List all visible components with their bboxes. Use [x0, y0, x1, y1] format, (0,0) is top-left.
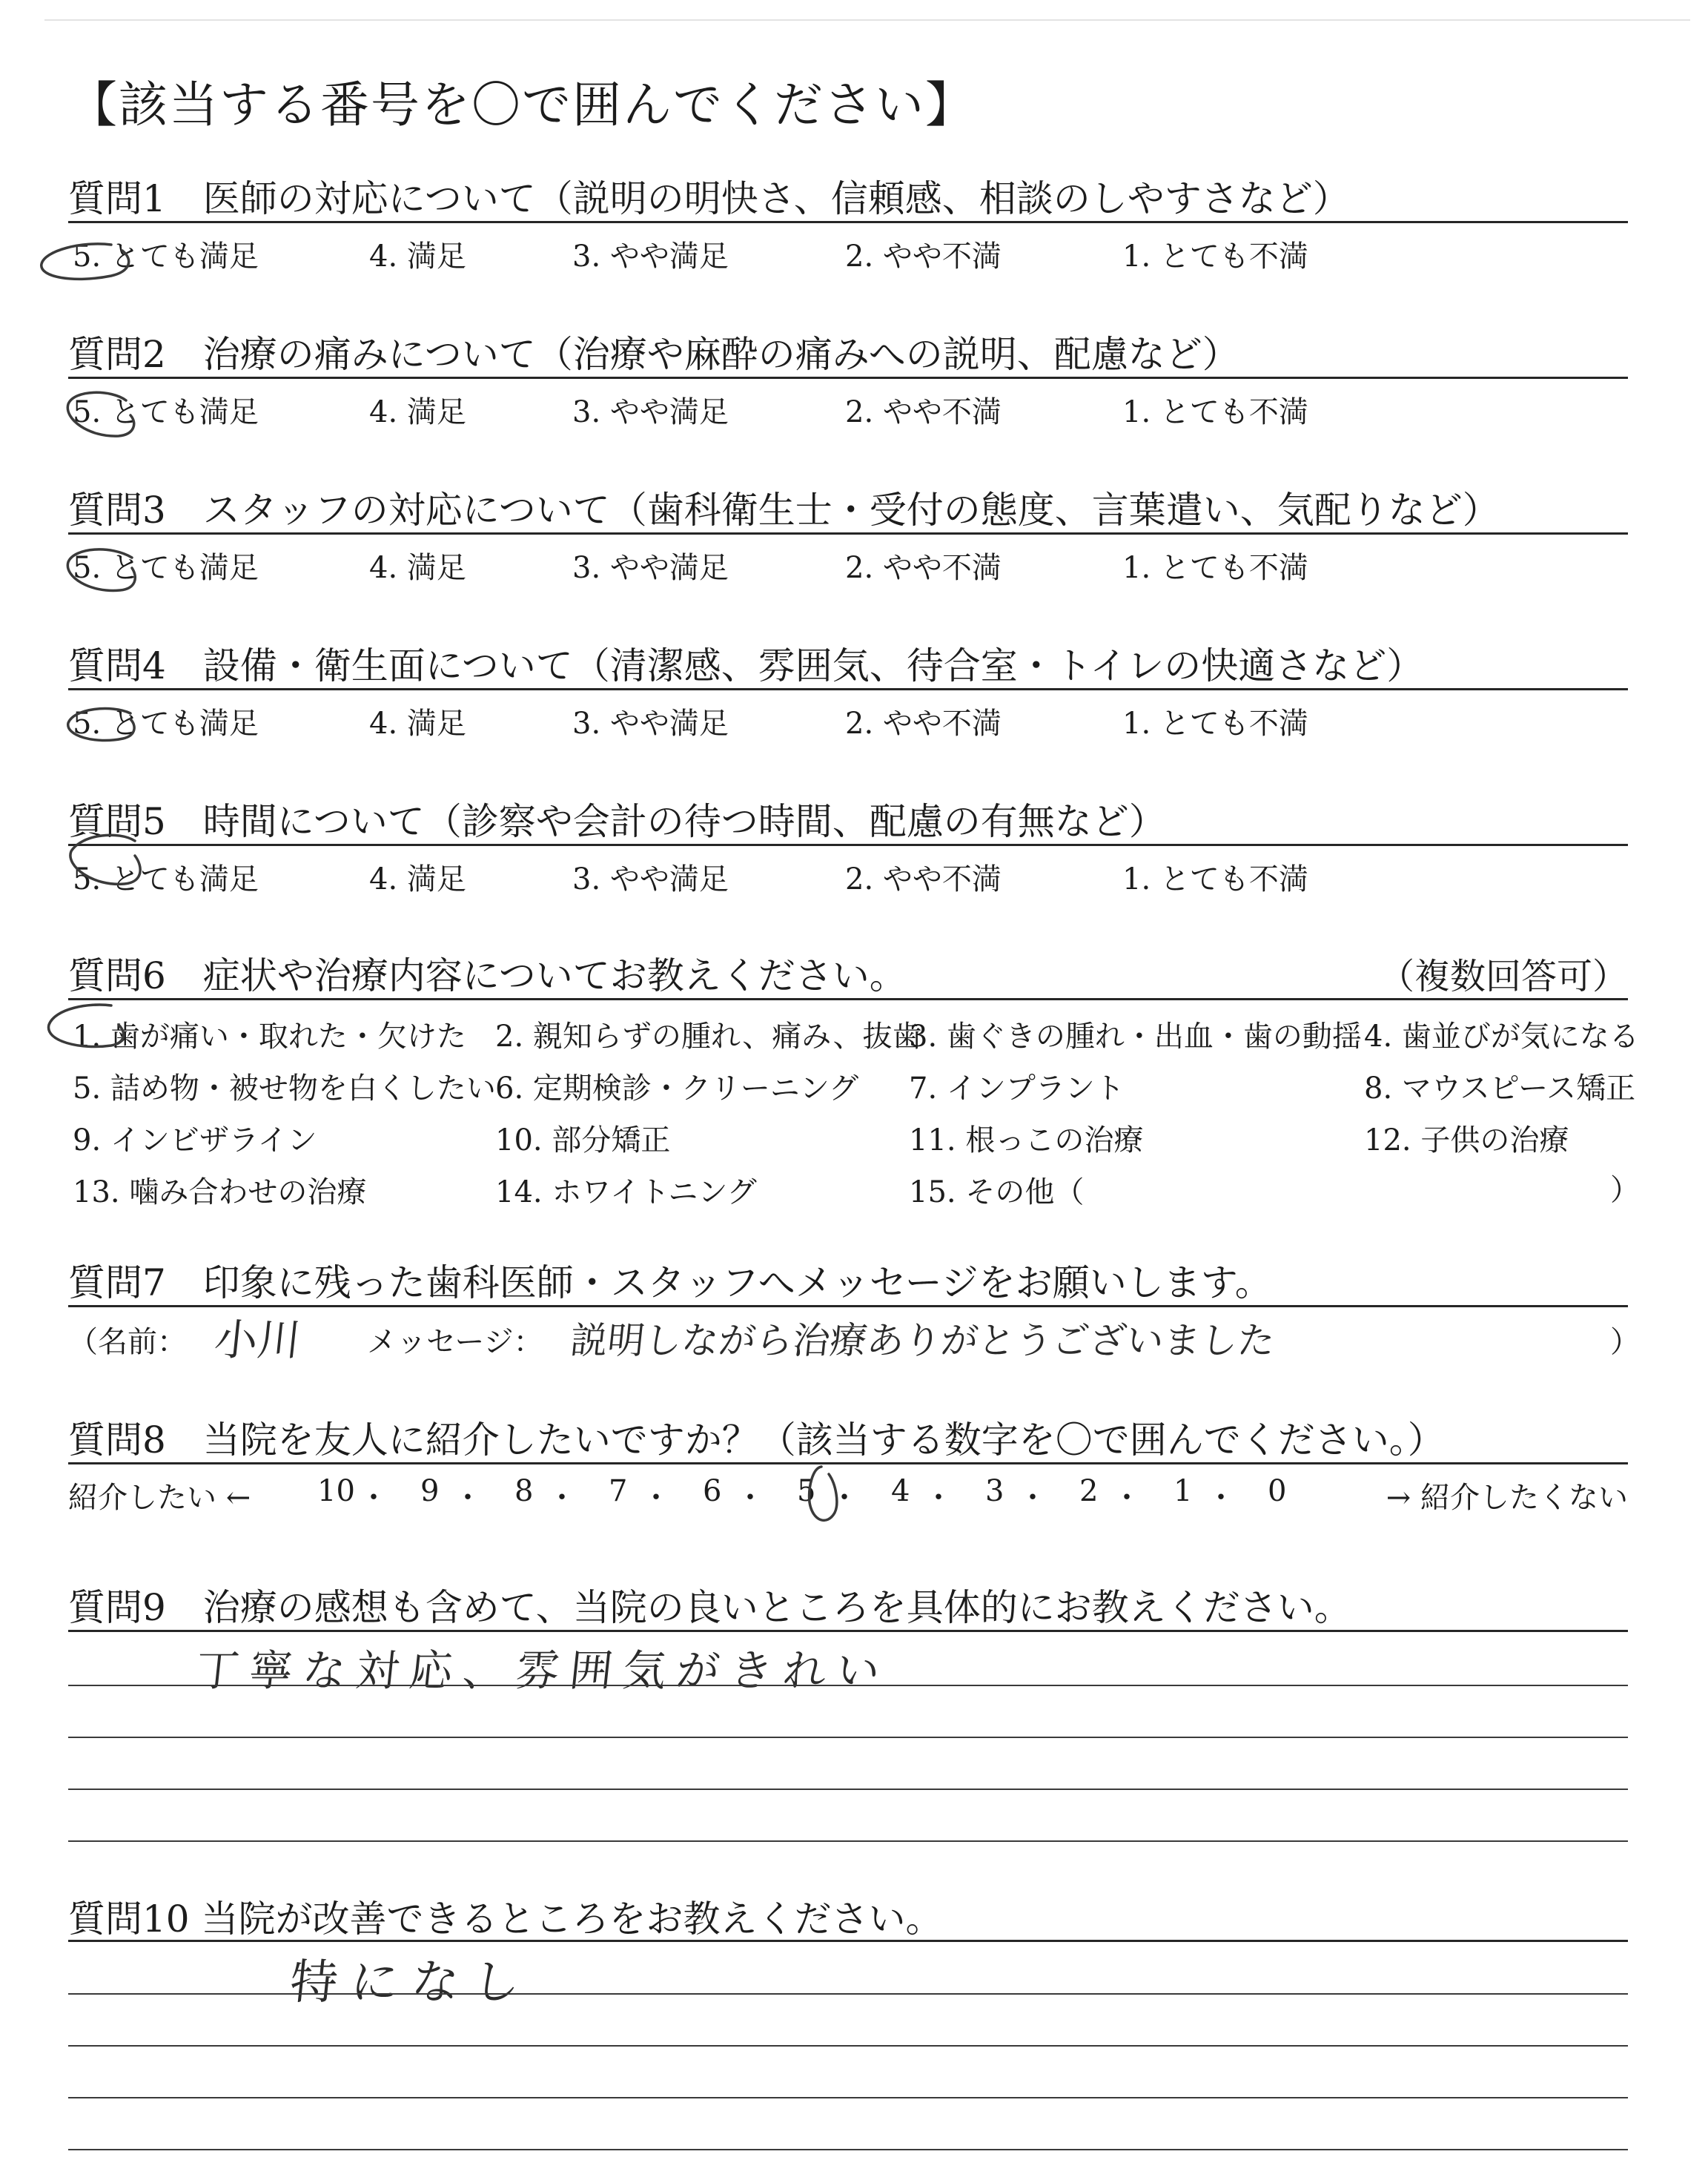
- q1-option-3[interactable]: 3. やや満足: [572, 240, 729, 274]
- symptom-option-1[interactable]: 1. 歯が痛い・取れた・欠けた: [73, 1020, 466, 1054]
- question-4-rule: [68, 688, 1628, 690]
- symptom-option-14[interactable]: 14. ホワイトニング: [495, 1175, 757, 1209]
- question-10-rule: [68, 1940, 1628, 1942]
- scale-separator: ・: [1206, 1481, 1236, 1515]
- answer-line: [68, 2097, 1628, 2098]
- answer-line: [68, 2045, 1628, 2047]
- scale-value-9[interactable]: 9: [420, 1474, 440, 1508]
- q5-option-1[interactable]: 1. とても不満: [1122, 862, 1308, 896]
- question-9-title: 質問9 治療の感想も含めて、当院の良いところを具体的にお教えください。: [68, 1586, 1351, 1629]
- question-5-rule: [68, 844, 1628, 846]
- scale-value-0[interactable]: 0: [1268, 1474, 1287, 1508]
- message-label: メッセージ：: [367, 1325, 543, 1359]
- question-3-title: 質問3 スタッフの対応について（歯科衛生士・受付の態度、言葉遣い、気配りなど）: [68, 489, 1500, 532]
- question-2-title: 質問2 治療の痛みについて（治療や麻酔の痛みへの説明、配慮など）: [68, 333, 1239, 376]
- symptom-option-10[interactable]: 10. 部分矯正: [495, 1123, 671, 1157]
- name-label: （名前：: [68, 1325, 187, 1359]
- q5-option-3[interactable]: 3. やや満足: [572, 862, 729, 896]
- q2-option-3[interactable]: 3. やや満足: [572, 395, 729, 429]
- q2-option-2[interactable]: 2. やや不満: [845, 395, 1002, 429]
- scale-separator: ・: [359, 1481, 388, 1515]
- answer-line: [68, 1840, 1628, 1842]
- q1-option-1[interactable]: 1. とても不満: [1122, 240, 1308, 274]
- scale-separator: ・: [924, 1481, 953, 1515]
- scale-value-5[interactable]: 5: [797, 1474, 816, 1508]
- q4-option-3[interactable]: 3. やや満足: [572, 707, 729, 741]
- symptom-option-5[interactable]: 5. 詰め物・被せ物を白くしたい: [73, 1071, 496, 1106]
- question-8-title: 質問8 当院を友人に紹介したいですか？（該当する数字を〇で囲んでください。）: [68, 1418, 1445, 1462]
- symptom-option-4[interactable]: 4. 歯並びが気になる: [1364, 1020, 1639, 1054]
- q2-option-5[interactable]: 5. とても満足: [73, 395, 259, 429]
- symptom-option-12[interactable]: 12. 子供の治療: [1364, 1123, 1569, 1157]
- q3-option-3[interactable]: 3. やや満足: [572, 551, 729, 585]
- scale-separator: ・: [1112, 1481, 1142, 1515]
- name-value[interactable]: 小川: [211, 1315, 304, 1365]
- q1-option-2[interactable]: 2. やや不満: [845, 240, 1002, 274]
- question-3-rule: [68, 532, 1628, 535]
- answer-line: [68, 2149, 1628, 2150]
- symptom-option-9[interactable]: 9. インビザライン: [73, 1123, 317, 1157]
- message-value[interactable]: 説明しながら治療ありがとうございました: [568, 1319, 1277, 1362]
- q3-option-5[interactable]: 5. とても満足: [73, 551, 259, 585]
- symptom-option-8[interactable]: 8. マウスピース矯正: [1364, 1071, 1636, 1106]
- scale-separator: ・: [641, 1481, 671, 1515]
- multiple-answers-note: （複数回答可）: [1378, 956, 1628, 997]
- question-10-title: 質問10 当院が改善できるところをお教えください。: [68, 1898, 943, 1941]
- answer-line: [68, 1685, 1628, 1686]
- scale-value-2[interactable]: 2: [1079, 1474, 1099, 1508]
- scale-value-3[interactable]: 3: [985, 1474, 1004, 1508]
- not-recommend-label: → 紹介したくない: [1386, 1481, 1628, 1515]
- q3-option-1[interactable]: 1. とても不満: [1122, 551, 1308, 585]
- other-close-paren: ）: [1610, 1173, 1640, 1207]
- q1-option-5[interactable]: 5. とても満足: [73, 240, 259, 274]
- recommend-label: 紹介したい ←: [68, 1481, 251, 1515]
- question-4-title: 質問4 設備・衛生面について（清潔感、雰囲気、待合室・トイレの快適さなど）: [68, 644, 1424, 687]
- q5-option-2[interactable]: 2. やや不満: [845, 862, 1002, 896]
- scale-value-7[interactable]: 7: [609, 1474, 628, 1508]
- symptom-option-6[interactable]: 6. 定期検診・クリーニング: [495, 1071, 859, 1106]
- question-6-rule: [68, 998, 1628, 1000]
- question-6-title: 質問6 症状や治療内容についてお教えください。: [68, 954, 907, 997]
- question-8-rule: [68, 1462, 1628, 1464]
- q5-option-5[interactable]: 5. とても満足: [73, 862, 259, 896]
- q2-option-1[interactable]: 1. とても不満: [1122, 395, 1308, 429]
- q3-option-4[interactable]: 4. 満足: [369, 551, 466, 585]
- top-border: [44, 19, 1690, 21]
- scale-separator: ・: [830, 1481, 859, 1515]
- question-7-title: 質問7 印象に残った歯科医師・スタッフへメッセージをお願いします。: [68, 1261, 1272, 1304]
- scale-separator: ・: [735, 1481, 765, 1515]
- symptom-option-3[interactable]: 3. 歯ぐきの腫れ・出血・歯の動揺: [909, 1020, 1362, 1054]
- q1-option-4[interactable]: 4. 満足: [369, 240, 466, 274]
- message-close-paren: ）: [1610, 1325, 1640, 1359]
- scale-value-6[interactable]: 6: [703, 1474, 722, 1508]
- q5-option-4[interactable]: 4. 満足: [369, 862, 466, 896]
- scale-value-4[interactable]: 4: [891, 1474, 910, 1508]
- q2-option-4[interactable]: 4. 満足: [369, 395, 466, 429]
- symptom-option-11[interactable]: 11. 根っこの治療: [909, 1123, 1144, 1157]
- scale-value-10[interactable]: 10: [317, 1474, 355, 1508]
- symptom-option-13[interactable]: 13. 噛み合わせの治療: [73, 1175, 367, 1209]
- symptom-option-2[interactable]: 2. 親知らずの腫れ、痛み、抜歯: [495, 1020, 922, 1054]
- symptom-option-7[interactable]: 7. インプラント: [909, 1071, 1125, 1106]
- scale-separator: ・: [1018, 1481, 1047, 1515]
- answer-line: [68, 1789, 1628, 1790]
- question-5-title: 質問5 時間について（診察や会計の待つ時間、配慮の有無など）: [68, 800, 1166, 843]
- good-points-answer[interactable]: 丁寧な対応、雰囲気がきれい: [193, 1645, 893, 1696]
- question-1-title: 質問1 医師の対応について（説明の明快さ、信頼感、相談のしやすさなど）: [68, 177, 1350, 220]
- q4-option-1[interactable]: 1. とても不満: [1122, 707, 1308, 741]
- improvement-answer[interactable]: 特になし: [287, 1955, 537, 2010]
- q3-option-2[interactable]: 2. やや不満: [845, 551, 1002, 585]
- q4-option-2[interactable]: 2. やや不満: [845, 707, 1002, 741]
- scale-separator: ・: [453, 1481, 483, 1515]
- scale-value-8[interactable]: 8: [514, 1474, 534, 1508]
- scale-separator: ・: [547, 1481, 577, 1515]
- question-9-rule: [68, 1630, 1628, 1632]
- symptom-option-15[interactable]: 15. その他（: [909, 1175, 1085, 1209]
- q4-option-4[interactable]: 4. 満足: [369, 707, 466, 741]
- scale-value-1[interactable]: 1: [1174, 1474, 1193, 1508]
- question-2-rule: [68, 377, 1628, 379]
- answer-line: [68, 1993, 1628, 1995]
- question-1-rule: [68, 221, 1628, 223]
- form-heading: 【該当する番号を〇で囲んでください】: [68, 76, 976, 133]
- q4-option-5[interactable]: 5. とても満足: [73, 707, 259, 741]
- answer-line: [68, 1737, 1628, 1738]
